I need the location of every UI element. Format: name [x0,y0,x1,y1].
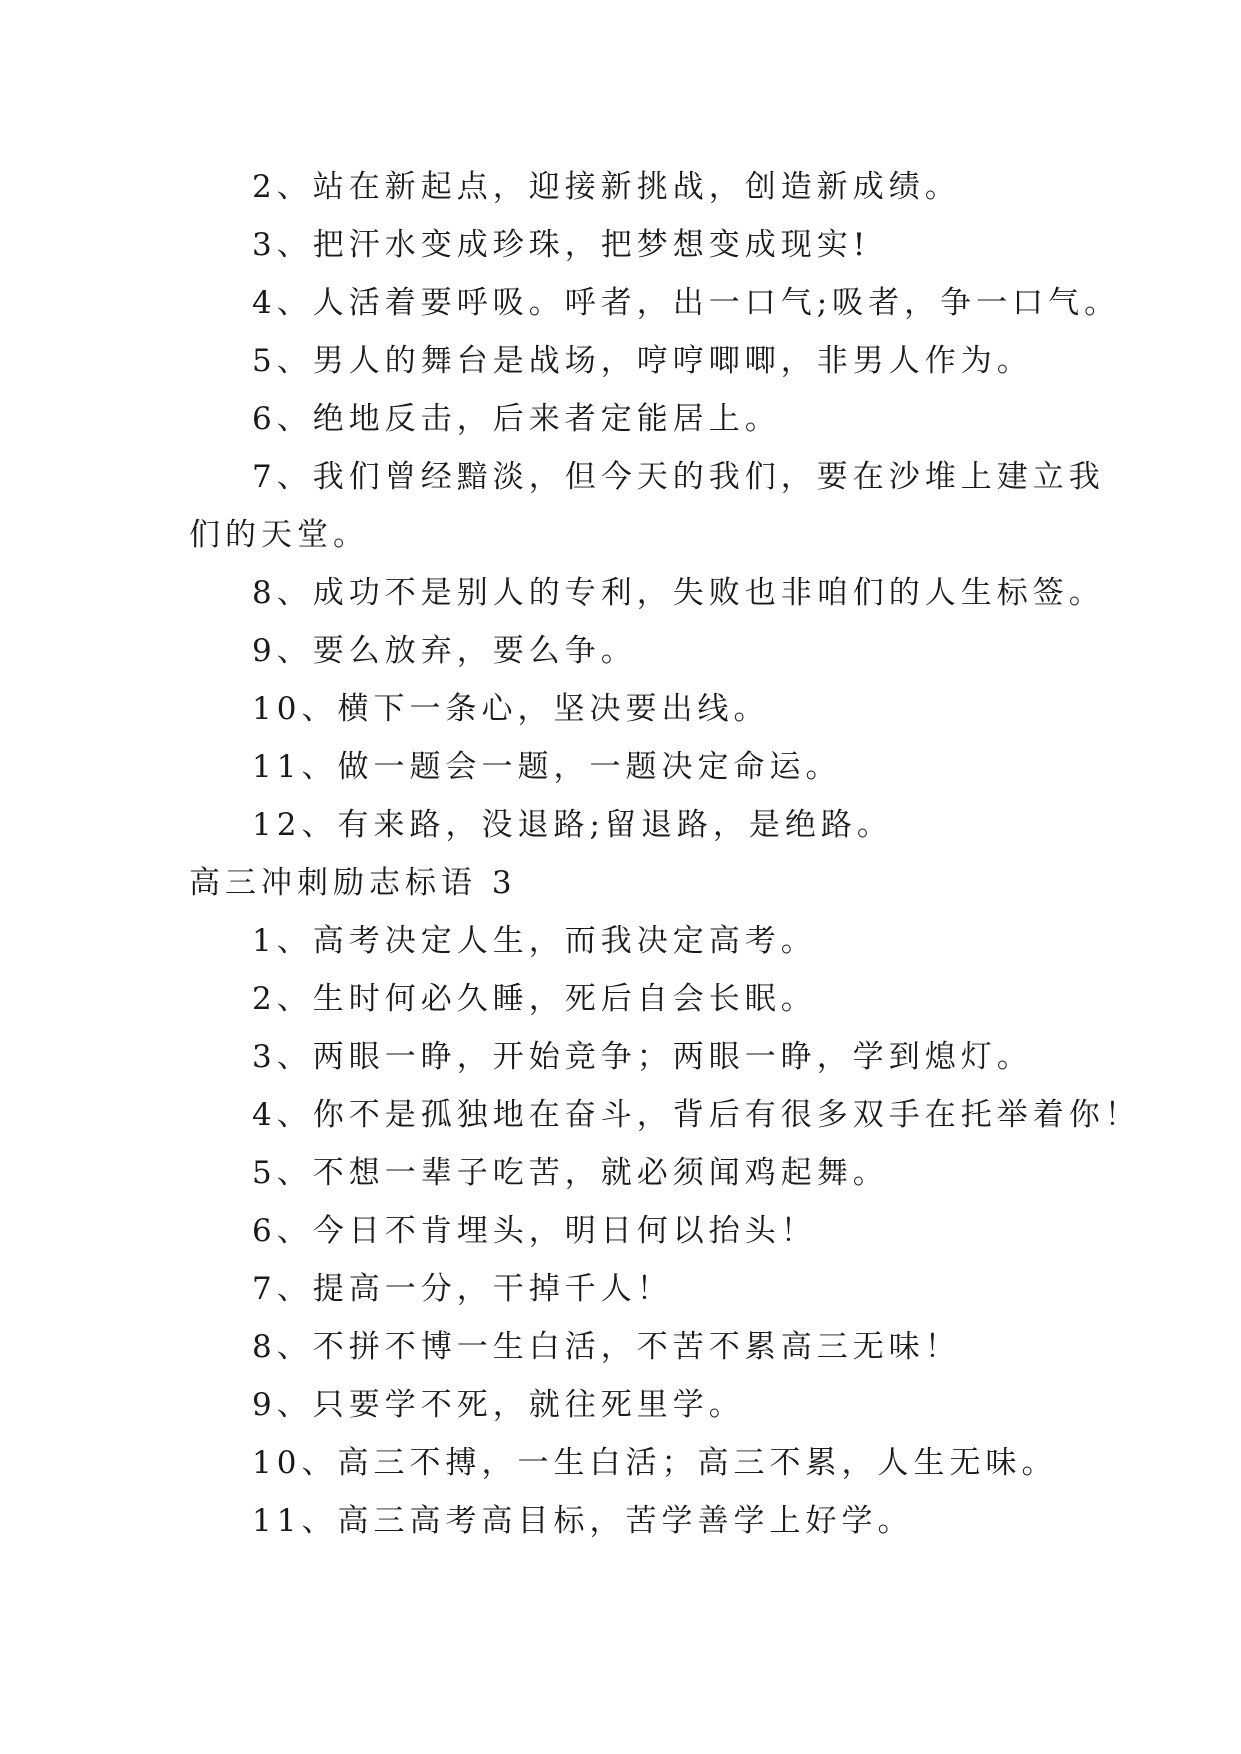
document-body [189,158,1141,1550]
slogan-line: 9、要么放弃，要么争。 [252,633,637,669]
slogan-line: 5、不想一辈子吃苦，就必须闻鸡起舞。 [252,1155,889,1191]
slogan-line: 5、男人的舞台是战场，哼哼唧唧，非男人作为。 [252,343,1033,379]
slogan-line: 11、高三高考高目标，苦学善学上好学。 [252,1503,914,1539]
slogan-line: 12、有来路，没退路;留退路，是绝路。 [252,807,893,843]
slogan-line: 2、生时何必久睡，死后自会长眠。 [252,981,817,1017]
slogan-line: 3、把汗水变成珍珠，把梦想变成现实! [252,227,871,263]
slogan-line: 8、成功不是别人的专利，失败也非咱们的人生标签。 [252,575,1105,611]
slogan-line: 1、高考决定人生，而我决定高考。 [252,923,817,959]
slogan-line: 6、绝地反击，后来者定能居上。 [252,401,781,437]
slogan-line: 10、高三不搏，一生白活；高三不累，人生无味。 [252,1445,1058,1481]
slogan-line: 10、横下一条心，坚决要出线。 [252,691,770,727]
slogan-line: 2、站在新起点，迎接新挑战，创造新成绩。 [252,169,961,205]
slogan-line: 9、只要学不死，就往死里学。 [252,1387,745,1423]
slogan-line: 4、你不是孤独地在奋斗，背后有很多双手在托举着你！ [252,1097,1141,1133]
slogan-line: 3、两眼一睁，开始竞争；两眼一睁，学到熄灯。 [252,1039,1033,1075]
slogan-line: 7、我们曾经黯淡，但今天的我们，要在沙堆上建立我 [252,459,1105,495]
slogan-line: 6、今日不肯埋头，明日何以抬头！ [252,1213,817,1249]
section-heading: 高三冲刺励志标语 3 [189,865,517,901]
slogan-line: 8、不拼不博一生白活，不苦不累高三无味！ [252,1329,961,1365]
slogan-line: 11、做一题会一题，一题决定命运。 [252,749,842,785]
slogan-line-continuation: 们的天堂。 [189,517,369,553]
slogan-line: 4、人活着要呼吸。呼者，出一口气;吸者，争一口气。 [252,285,1121,321]
slogan-line: 7、提高一分，干掉千人！ [252,1271,673,1307]
